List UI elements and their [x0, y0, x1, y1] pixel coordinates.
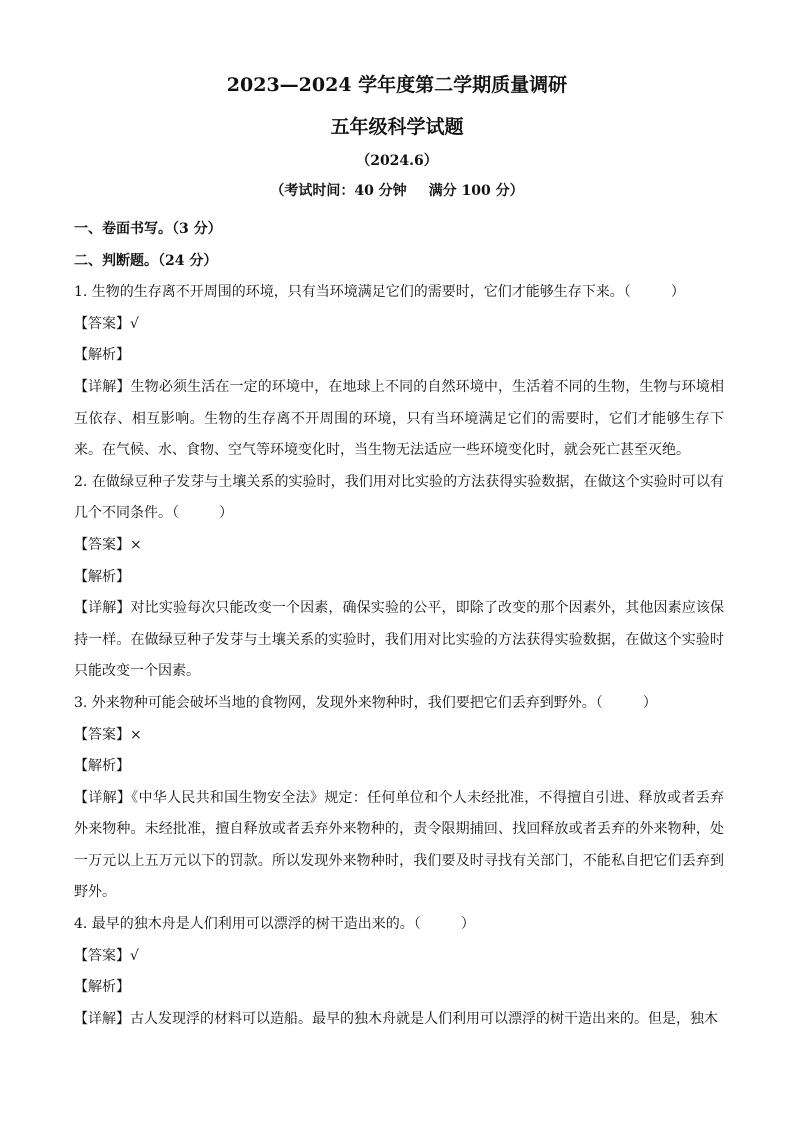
document-title: 2023—2024 学年度第二学期质量调研 [226, 74, 568, 96]
answer-value: × [130, 726, 142, 743]
answer-value: √ [130, 947, 139, 964]
exam-info [0, 180, 794, 200]
question-3 [74, 688, 724, 720]
question-paren-close: ） [670, 284, 685, 301]
detail-4 [74, 1004, 724, 1036]
question-text: 4. 最早的独木舟是人们利用可以漂浮的树干造出来的。（ [74, 916, 421, 933]
detail-tag: 【详解】 [74, 1010, 130, 1027]
detail-tag: 【详解】 [74, 378, 131, 395]
question-text: 3. 外来物种可能会破坏当地的食物网，发现外来物种时，我们要把它们丢弃到野外。（ [74, 694, 603, 711]
section-heading-1: 一、卷面书写。（3 分） [74, 221, 222, 237]
analysis-3: 【解析】 [74, 758, 130, 775]
question-1 [74, 277, 724, 309]
analysis-2: 【解析】 [74, 568, 130, 585]
document-body [74, 214, 724, 1035]
document-subtitle: 五年级科学试题 [330, 116, 464, 138]
detail-text: 《中华人民共和国生物安全法》规定：任何单位和个人未经批准，不得擅自引进、释放或者丢弃外来物种。未经批准，擅自释放或者丢弃外来物种的，责令限期捕回、找回释放或者丢弃的外来物种，处一万元以上五万元以下的罚款。所以发现外来物种时，我们要及时寻找有关部门，不能私自把它们丢弃到野外。 [74, 789, 724, 901]
detail-3 [74, 783, 724, 909]
question-4 [74, 909, 724, 941]
analysis-1: 【解析】 [74, 347, 130, 364]
answer-2 [74, 530, 724, 562]
full-score: 满分 100 分） [428, 183, 524, 199]
detail-text: 生物必须生活在一定的环境中，在地球上不同的自然环境中，生活着不同的生物，生物与环境相互依存、相互影响。生物的生存离不开周围的环境，只有当环境满足它们的需要时，它们才能够生存下来。在气候、水、食物、空气等环境变化时，当生物无法适应一些环境变化时，就会死亡甚至灭绝。 [74, 378, 725, 459]
question-text: 1. 生物的生存离不开周围的环境，只有当环境满足它们的需要时，它们才能够生存下来。（ [74, 284, 631, 301]
question-paren-close: ） [219, 505, 233, 522]
answer-value: × [130, 536, 142, 553]
answer-tag: 【答案】 [74, 726, 130, 743]
question-2 [74, 467, 724, 530]
exam-date: （2024.6） [356, 153, 438, 169]
detail-text: 古人发现浮的材料可以造船。最早的独木舟就是人们利用可以漂浮的树干造出来的。但是，独木 [130, 1010, 718, 1027]
detail-2 [74, 593, 724, 688]
answer-tag: 【答案】 [74, 947, 130, 964]
question-paren-close: ） [460, 916, 475, 933]
answer-tag: 【答案】 [74, 315, 130, 332]
answer-tag: 【答案】 [74, 536, 130, 553]
question-text: 2. 在做绿豆种子发芽与土壤关系的实验时，我们用对比实验的方法获得实验数据，在做这个实验时可以有几个不同条件。（ [74, 473, 724, 522]
answer-value: √ [130, 315, 139, 332]
detail-tag: 【详解】 [74, 600, 131, 617]
answer-1 [74, 309, 724, 341]
exam-time: （考试时间：40 分钟 [270, 183, 407, 199]
section-heading-2: 二、判断题。（24 分） [74, 252, 218, 269]
analysis-4: 【解析】 [74, 979, 130, 996]
answer-4 [74, 941, 724, 973]
answer-3 [74, 720, 724, 752]
detail-text: 对比实验每次只能改变一个因素，确保实验的公平，即除了改变的那个因素外，其他因素应该保持一样。在做绿豆种子发芽与土壤关系的实验时，我们用对比实验的方法获得实验数据，在做这个实验时只能改变一个因素。 [74, 600, 725, 680]
question-paren-close: ） [642, 694, 657, 711]
detail-tag: 【详解】 [74, 789, 132, 806]
detail-1 [74, 372, 724, 467]
